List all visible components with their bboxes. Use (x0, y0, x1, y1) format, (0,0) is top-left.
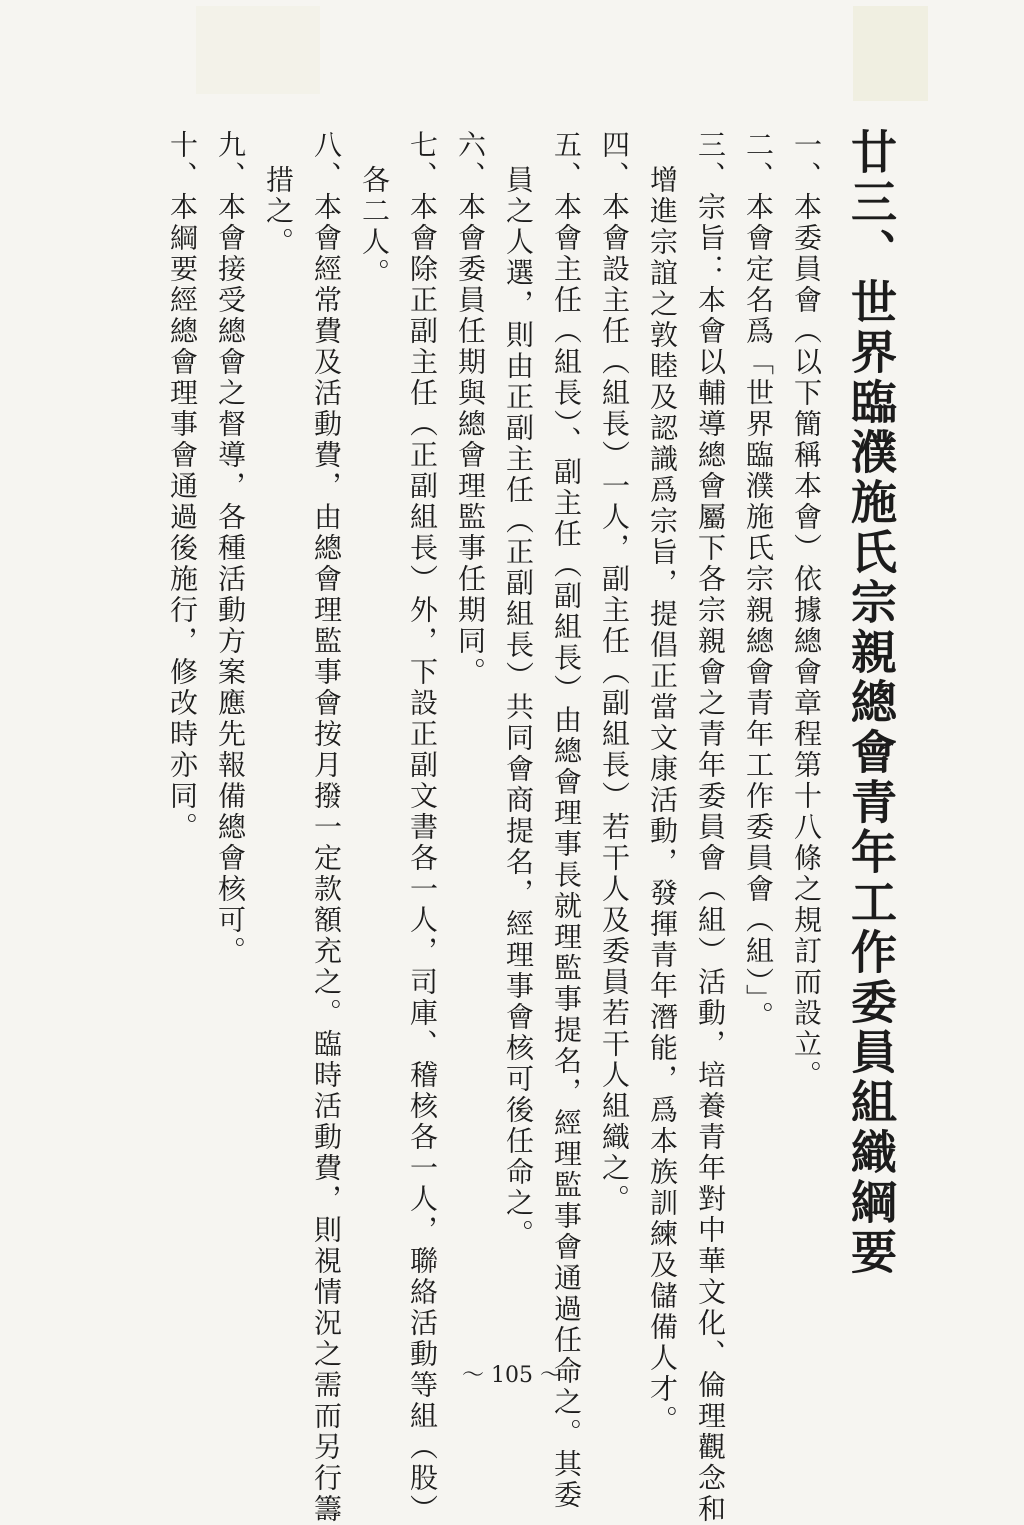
article-3: 三、宗旨：本會以輔導總會屬下各宗親會之青年委員會（組）活動，培養青年對中華文化、倫理觀念和 (694, 130, 727, 1525)
article-9: 九、本會接受總會之督導，各種活動方案應先報備總會核可。 (214, 130, 247, 967)
page-tab-marker (853, 6, 928, 101)
page-tab-marker-left (196, 6, 320, 94)
article-4: 四、本會設主任（組長）一人，副主任（副組長）若干人及委員若干人組織之。 (598, 130, 631, 1215)
article-10: 十、本綱要經總會理事會通過後施行，修改時亦同。 (166, 130, 199, 843)
article-3-cont: 增進宗誼之敦睦及認識爲宗旨，提倡正當文康活動，發揮青年潛能，爲本族訓練及儲備人才。 (646, 165, 679, 1436)
article-8: 八、本會經常費及活動費，由總會理監事會按月撥一定款額充之。臨時活動費，則視情況之需而另行籌 (310, 130, 343, 1525)
document-title: 廿三、世界臨濮施氏宗親總會青年工作委員組織綱要 (844, 128, 898, 1278)
article-5: 五、本會主任（組長）、副主任（副組長）由總會理事長就理監事提名，經理監事會通過任命之。其委 (550, 130, 583, 1511)
article-6: 六、本會委員任期與總會理監事任期同。 (454, 130, 487, 688)
article-1: 一、本委員會（以下簡稱本會）依據總會章程第十八條之規訂而設立。 (790, 130, 823, 1091)
article-2: 二、本會定名爲「世界臨濮施氏宗親總會青年工作委員會（組）」。 (742, 130, 775, 1032)
page-number: ～ 105 ～ (462, 1363, 562, 1388)
article-7-cont: 各二人。 (358, 165, 391, 289)
article-7: 七、本會除正副主任（正副組長）外，下設正副文書各一人，司庫、稽核各一人，聯絡活動等組（股） (406, 130, 439, 1525)
article-5-cont: 員之人選，則由正副主任（正副組長）共同會商提名，經理事會核可後任命之。 (502, 165, 535, 1250)
article-8-cont: 措之。 (262, 165, 295, 258)
